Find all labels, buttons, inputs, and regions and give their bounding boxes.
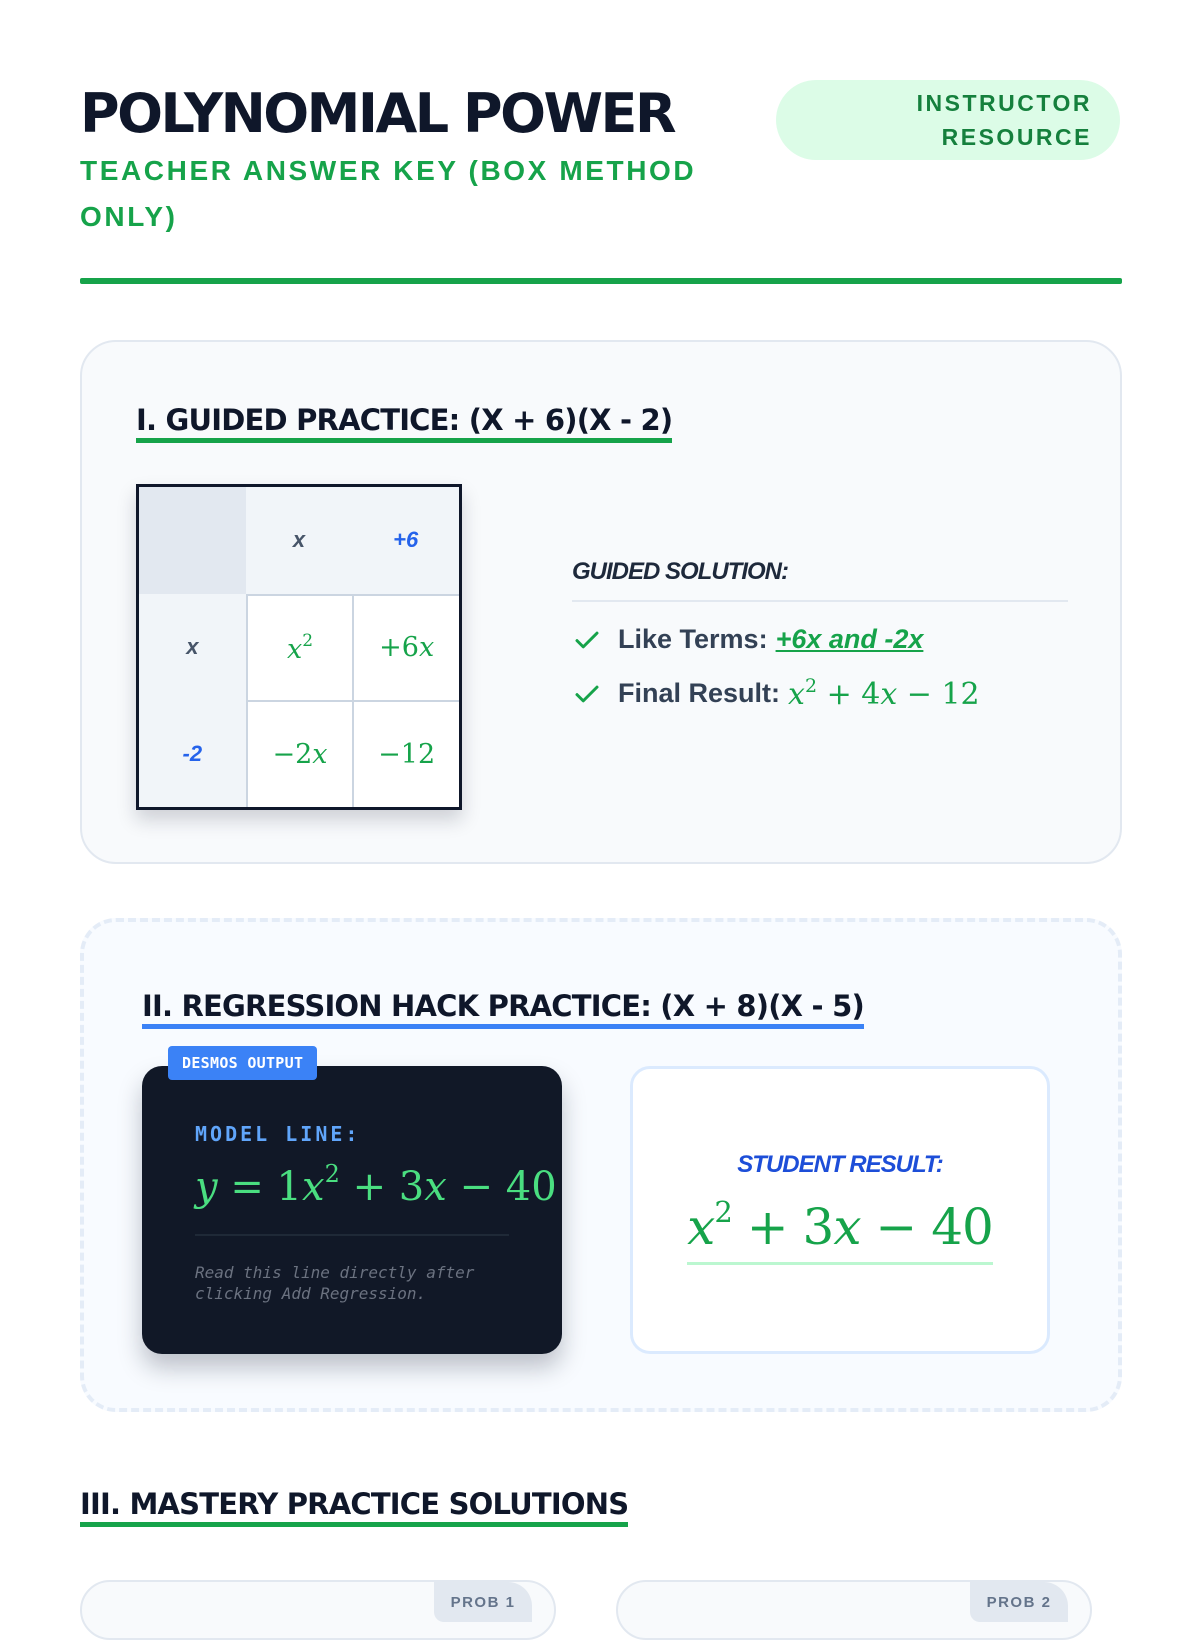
instructor-resource-badge [776,80,1120,160]
problem-tag: PROB 2 [970,1582,1068,1622]
final-result-equation: $x^2 + 4x - 12$ [788,675,980,712]
problem-card [616,1580,1092,1640]
final-result-label: Final Result: [618,678,781,708]
grid-cell [246,700,353,807]
badge-line-1: INSTRUCTOR [916,90,1092,116]
guided-practice-card [80,340,1122,864]
mastery-practice-title: III. MASTERY PRACTICE SOLUTIONS [80,1486,628,1527]
regression-practice-card [80,918,1122,1412]
grid-cell-math: +6x [379,632,435,664]
grid-cell [246,594,353,701]
student-result-heading: STUDENT RESULT: [737,1151,943,1178]
model-line-equation: $y = 1x^2 + 3x - 40$ [195,1160,557,1210]
page-subtitle: TEACHER ANSWER KEY (BOX METHOD ONLY) [80,155,697,232]
grid-row-header: -2 [139,700,246,807]
problem-card [80,1580,556,1640]
grid-cell [352,594,459,701]
grid-corner [139,487,246,594]
like-terms-row [572,624,1068,655]
like-terms-value: +6x and -2x [775,624,924,654]
desmos-note: Read this line directly after clicking Add Regression. [195,1263,475,1303]
grid-cell [352,700,459,807]
page-header [80,84,1120,240]
check-icon [572,625,602,655]
header-divider [80,278,1122,284]
desmos-output-panel [142,1054,562,1354]
regression-practice-title: II. REGRESSION HACK PRACTICE: (X + 8)(X - 5) [142,988,864,1029]
grid-cell-math: −2x [272,739,328,771]
grid-cell-math: −12 [378,739,436,771]
mastery-practice-section [80,1486,628,1527]
page-title: POLYNOMIAL POWER [80,82,675,145]
desmos-output-tag: DESMOS OUTPUT [168,1046,317,1080]
like-terms-label: Like Terms: [618,624,768,654]
guided-practice-title: I. GUIDED PRACTICE: (X + 6)(X - 2) [136,402,672,443]
grid-col-header: x [246,487,353,594]
model-line-label: MODEL LINE: [195,1122,361,1146]
box-method-grid [136,484,462,810]
student-result-panel [630,1066,1050,1354]
problem-tag: PROB 1 [434,1582,532,1622]
guided-solution-heading: GUIDED SOLUTION: [572,558,1068,602]
check-icon [572,679,602,709]
grid-cell-math: $x^2$ [286,630,314,665]
student-result-equation: $x^2 + 3x - 40$ [687,1195,993,1265]
grid-col-header: +6 [352,487,459,594]
guided-solution [572,558,1068,712]
badge-line-2: RESOURCE [941,124,1092,150]
desmos-divider [195,1234,509,1236]
final-result-row [572,675,1068,712]
grid-row-header: x [139,594,246,701]
